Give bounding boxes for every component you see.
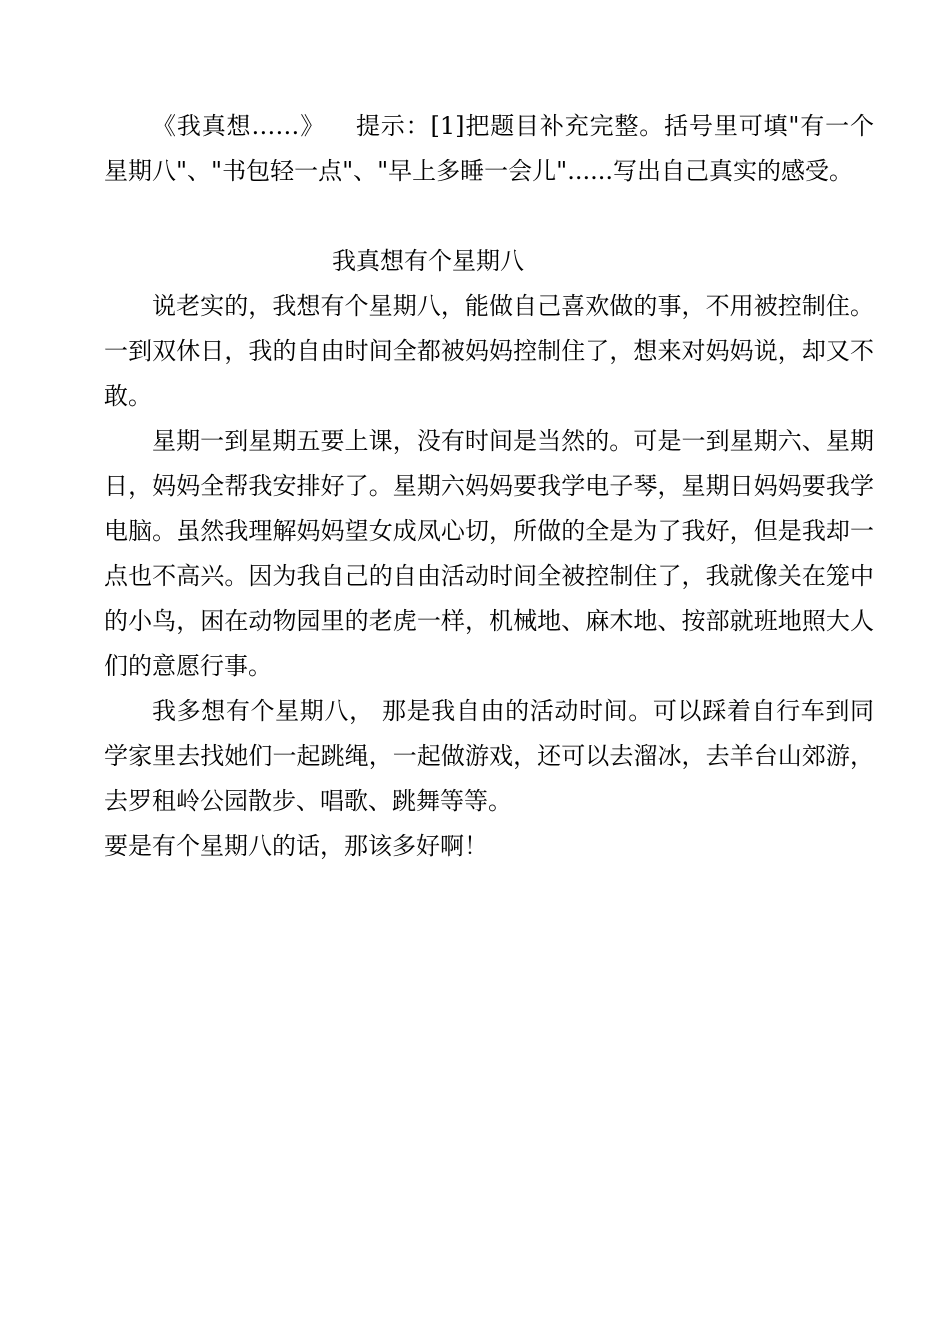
essay-paragraph-2: 星期一到星期五要上课，没有时间是当然的。可是一到星期六、星期日，妈妈全帮我安排好了。星期六妈妈要我学电子琴，星期日妈妈要我学电脑。虽然我理解妈妈望女成凤心切，所做的全是为了我好，但是我却一点也不高兴。因为我自己的自由活动时间全被控制住了，我就像关在笼中的小鸟，困在动物园里的老虎一样，机械地、麻木地、按部就班地照大人们的意愿行事。 bbox=[104, 427, 874, 680]
prompt-title: 《我真想……》 bbox=[152, 112, 326, 140]
prompt-hint: 提示：[1]把题目补充完整。括号里可填"有一个星期八"、"书包轻一点"、"早上多睡一会儿"......写出自己真实的感受。 bbox=[104, 112, 874, 185]
essay-paragraph-3: 我多想有个星期八， 那是我自由的活动时间。可以踩着自行车到同学家里去找她们一起跳绳，一起做游戏，还可以去溜冰，去羊台山郊游，去罗租岭公园散步、唱歌、跳舞等等。 bbox=[104, 697, 874, 815]
writing-prompt bbox=[104, 104, 874, 194]
essay-closing: 要是有个星期八的话，那该多好啊！ bbox=[104, 832, 488, 860]
document-page bbox=[104, 104, 874, 869]
essay-paragraph-1: 说老实的，我想有个星期八，能做自己喜欢做的事，不用被控制住。一到双休日，我的自由时间全都被妈妈控制住了，想来对妈妈说，却又不敢。 bbox=[104, 292, 874, 410]
essay-title: 我真想有个星期八 bbox=[332, 247, 524, 275]
